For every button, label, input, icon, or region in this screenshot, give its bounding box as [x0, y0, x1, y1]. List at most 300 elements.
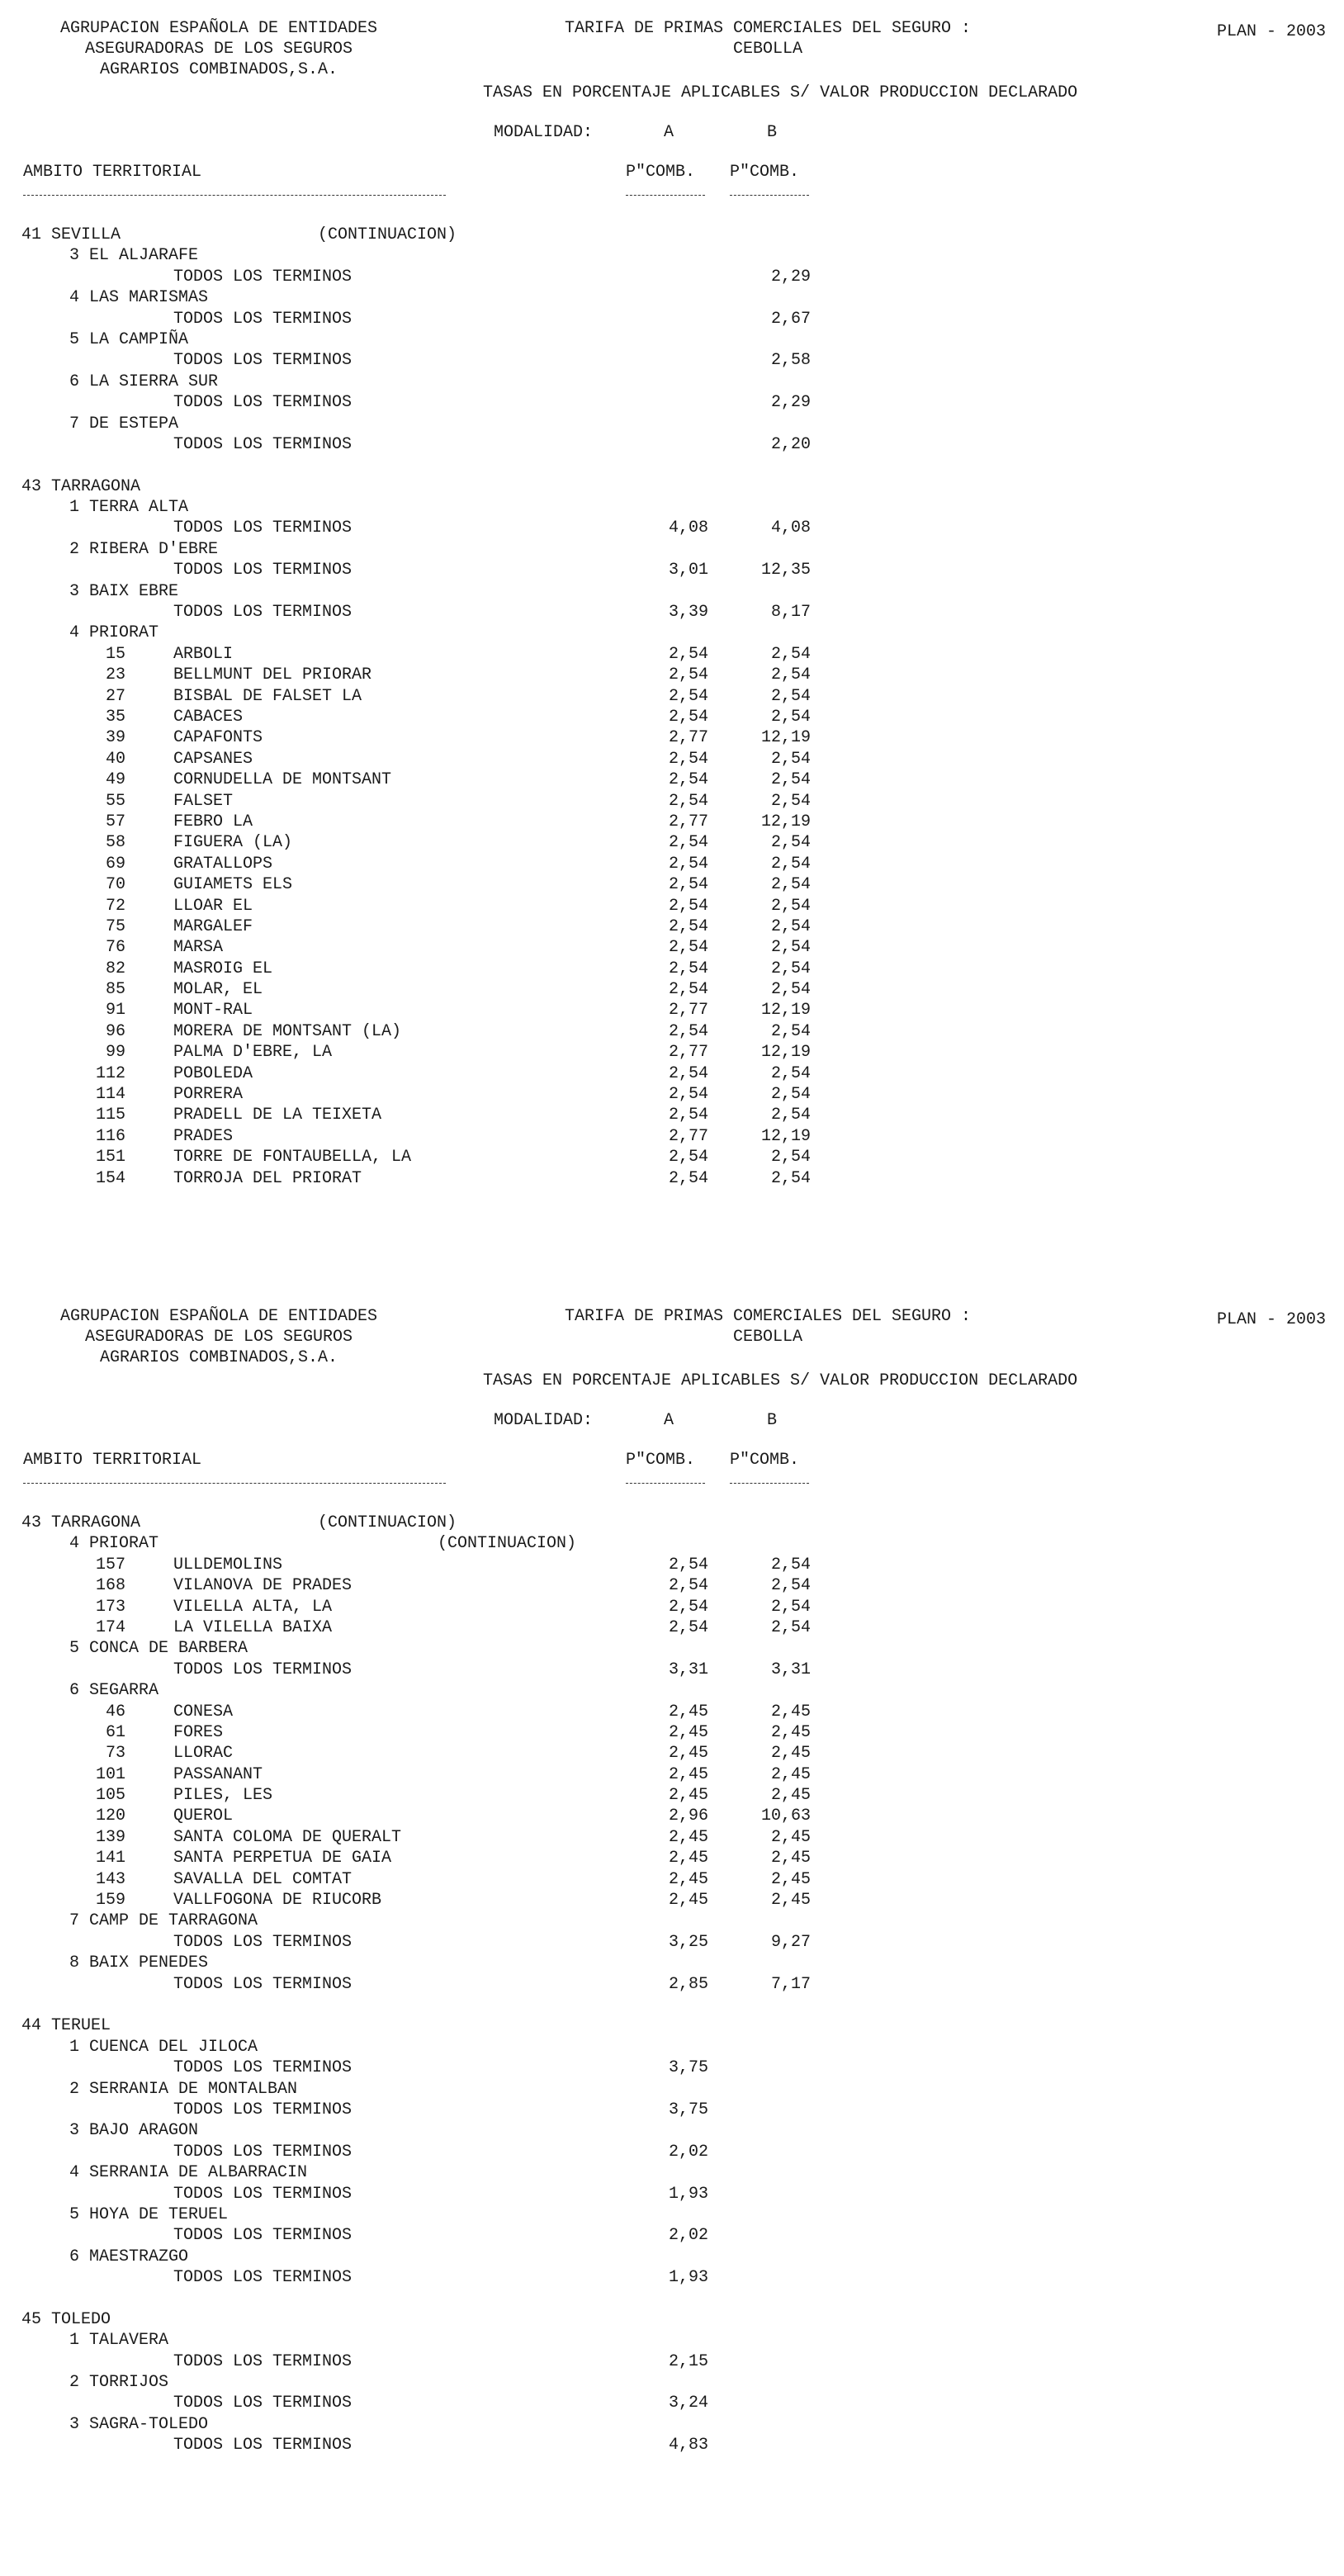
region-name: 6 MAESTRAZGO	[69, 2247, 189, 2266]
municipality-code: 174	[95, 1617, 125, 1637]
mun-row	[0, 979, 1344, 1000]
com-row	[0, 287, 1344, 308]
mun-row	[0, 1890, 1344, 1911]
municipality-name: PASSANANT	[173, 1764, 263, 1784]
municipality-code: 139	[95, 1827, 125, 1847]
com-row	[0, 2330, 1344, 2351]
header-divider	[626, 1483, 705, 1484]
mun-row	[0, 1848, 1344, 1868]
mun-row	[0, 1168, 1344, 1189]
organization-name: AGRUPACION ESPAÑOLA DE ENTIDADES ASEGURADORAS DE LOS SEGUROS AGRARIOS COMBINADOS,S.A.	[59, 1307, 378, 1367]
rate-a: 3,25	[668, 1932, 708, 1952]
rate-a: 2,54	[668, 686, 708, 706]
municipality-code: 76	[105, 938, 125, 958]
rate-a: 3,31	[668, 1660, 708, 1679]
rate-b: 2,54	[770, 980, 811, 1000]
all-terms-label: TODOS LOS TERMINOS	[173, 2142, 353, 2162]
todos-row	[0, 2142, 1344, 2162]
prov-row	[0, 2015, 1344, 2036]
all-terms-label: TODOS LOS TERMINOS	[173, 2100, 353, 2119]
mun-row	[0, 1000, 1344, 1020]
rate-a: 2,54	[668, 854, 708, 874]
com-row	[0, 2079, 1344, 2100]
mun-row	[0, 1597, 1344, 1617]
rate-b: 2,45	[770, 1702, 811, 1721]
com-row	[0, 2247, 1344, 2267]
rate-b: 2,58	[770, 351, 811, 371]
municipality-name: SANTA COLOMA DE QUERALT	[173, 1827, 402, 1847]
region-name: 6 LA SIERRA SUR	[69, 372, 219, 391]
all-terms-label: TODOS LOS TERMINOS	[173, 2268, 353, 2288]
modality-a-header: A	[663, 123, 674, 142]
rate-b: 12,19	[760, 1043, 811, 1063]
region-name: 8 BAIX PENEDES	[69, 1953, 209, 1973]
todos-row	[0, 2351, 1344, 2372]
rate-a: 2,15	[668, 2351, 708, 2371]
mun-row	[0, 791, 1344, 812]
todos-row	[0, 434, 1344, 455]
rate-a: 2,45	[668, 1869, 708, 1889]
rate-b: 2,54	[770, 896, 811, 916]
rate-a: 4,08	[668, 519, 708, 538]
todos-row	[0, 2225, 1344, 2246]
rate-a: 2,02	[668, 2142, 708, 2162]
all-terms-label: TODOS LOS TERMINOS	[173, 267, 353, 286]
mun-row	[0, 749, 1344, 769]
rate-b: 2,67	[770, 309, 811, 329]
region-name: 3 SAGRA-TOLEDO	[69, 2414, 209, 2434]
rate-a: 2,54	[668, 959, 708, 978]
rate-b: 2,54	[770, 665, 811, 685]
all-terms-label: TODOS LOS TERMINOS	[173, 603, 353, 623]
pcomb-b-header: P"COMB.	[730, 163, 800, 182]
rate-a: 3,75	[668, 2100, 708, 2119]
rate-b: 12,19	[760, 1126, 811, 1146]
municipality-code: 157	[95, 1555, 125, 1574]
rate-a: 2,54	[668, 1597, 708, 1617]
province-name: 43 TARRAGONA	[21, 1513, 141, 1532]
tariff-rows	[0, 1513, 1344, 2456]
region-name: 2 TORRIJOS	[69, 2373, 169, 2393]
all-terms-label: TODOS LOS TERMINOS	[173, 309, 353, 329]
rate-b: 2,54	[770, 1617, 811, 1637]
com-row	[0, 2162, 1344, 2183]
municipality-name: BISBAL DE FALSET LA	[173, 686, 362, 706]
todos-row	[0, 2267, 1344, 2288]
municipality-code: 49	[105, 770, 125, 790]
tariff-page-2	[0, 1288, 1344, 2576]
mun-row	[0, 1126, 1344, 1147]
rate-a: 2,54	[668, 1063, 708, 1083]
municipality-name: TORROJA DEL PRIORAT	[173, 1168, 362, 1188]
all-terms-label: TODOS LOS TERMINOS	[173, 434, 353, 454]
rate-a: 2,54	[668, 916, 708, 936]
rate-a: 2,77	[668, 1126, 708, 1146]
continuation-label: (CONTINUACION)	[318, 1513, 457, 1532]
municipality-code: 99	[105, 1043, 125, 1063]
rate-b: 2,45	[770, 1786, 811, 1806]
rate-b: 12,19	[760, 812, 811, 831]
municipality-name: GUIAMETS ELS	[173, 875, 293, 895]
rate-a: 2,45	[668, 1786, 708, 1806]
region-name: 5 CONCA DE BARBERA	[69, 1639, 248, 1659]
rate-a: 2,54	[668, 1021, 708, 1041]
rate-a: 2,54	[668, 791, 708, 811]
municipality-name: FIGUERA (LA)	[173, 833, 293, 853]
todos-row	[0, 602, 1344, 623]
rate-a: 2,54	[668, 980, 708, 1000]
municipality-code: 23	[105, 665, 125, 685]
rate-b: 7,17	[770, 1974, 811, 1994]
mun-row	[0, 1702, 1344, 1722]
rate-a: 2,77	[668, 728, 708, 748]
municipality-code: 55	[105, 791, 125, 811]
municipality-name: LLORAC	[173, 1744, 234, 1764]
municipality-name: ARBOLI	[173, 644, 234, 664]
rate-a: 2,54	[668, 749, 708, 769]
todos-row	[0, 2100, 1344, 2120]
region-name: 4 PRIORAT	[69, 623, 159, 643]
municipality-code: 154	[95, 1168, 125, 1188]
rate-b: 2,54	[770, 938, 811, 958]
municipality-name: PILES, LES	[173, 1786, 273, 1806]
all-terms-label: TODOS LOS TERMINOS	[173, 2351, 353, 2371]
todos-row	[0, 309, 1344, 329]
rate-a: 2,54	[668, 1085, 708, 1105]
region-name: 4 SERRANIA DE ALBARRACIN	[69, 2163, 308, 2183]
rate-a: 2,02	[668, 2226, 708, 2246]
modality-label: MODALIDAD:	[494, 123, 594, 142]
mun-row	[0, 1722, 1344, 1743]
region-name: 1 TERRA ALTA	[69, 498, 189, 518]
header-divider	[626, 195, 705, 196]
municipality-code: 40	[105, 749, 125, 769]
plan-label: PLAN - 2003	[1216, 22, 1326, 41]
all-terms-label: TODOS LOS TERMINOS	[173, 1974, 353, 1994]
rate-b: 9,27	[770, 1932, 811, 1952]
modality-a-header: A	[663, 1411, 674, 1430]
rate-a: 2,54	[668, 1148, 708, 1167]
com-row	[0, 329, 1344, 350]
region-name: 3 BAIX EBRE	[69, 581, 179, 601]
rate-b: 10,63	[760, 1807, 811, 1826]
blank-row	[0, 2288, 1344, 2308]
rate-a: 2,45	[668, 1891, 708, 1911]
com-row	[0, 245, 1344, 266]
rate-a: 2,54	[668, 707, 708, 727]
mun-row	[0, 896, 1344, 916]
rate-b: 2,54	[770, 707, 811, 727]
rate-a: 2,54	[668, 1555, 708, 1574]
rate-b: 3,31	[770, 1660, 811, 1679]
municipality-code: 114	[95, 1085, 125, 1105]
com-row	[0, 1638, 1344, 1659]
all-terms-label: TODOS LOS TERMINOS	[173, 2226, 353, 2246]
mun-row	[0, 1084, 1344, 1105]
municipality-name: MARGALEF	[173, 916, 253, 936]
rate-b: 2,54	[770, 833, 811, 853]
mun-row	[0, 1575, 1344, 1596]
prov-row	[0, 225, 1344, 245]
com-row	[0, 1953, 1344, 1973]
rate-a: 2,54	[668, 833, 708, 853]
municipality-name: SANTA PERPETUA DE GAIA	[173, 1849, 392, 1868]
region-name: 5 LA CAMPIÑA	[69, 329, 189, 349]
municipality-name: BELLMUNT DEL PRIORAR	[173, 665, 372, 685]
rate-b: 2,45	[770, 1722, 811, 1742]
municipality-code: 141	[95, 1849, 125, 1868]
rate-b: 2,29	[770, 267, 811, 286]
rate-b: 2,45	[770, 1869, 811, 1889]
com-row	[0, 539, 1344, 560]
region-name: 7 CAMP DE TARRAGONA	[69, 1911, 258, 1931]
rate-a: 3,39	[668, 603, 708, 623]
region-name: 7 DE ESTEPA	[69, 414, 179, 433]
rate-a: 1,93	[668, 2184, 708, 2204]
rate-b: 12,35	[760, 561, 811, 580]
pcomb-a-header: P"COMB.	[626, 163, 696, 182]
all-terms-label: TODOS LOS TERMINOS	[173, 2436, 353, 2455]
todos-row	[0, 1932, 1344, 1953]
header-divider	[730, 1483, 809, 1484]
com-row	[0, 497, 1344, 518]
rate-b: 12,19	[760, 1001, 811, 1020]
all-terms-label: TODOS LOS TERMINOS	[173, 1660, 353, 1679]
all-terms-label: TODOS LOS TERMINOS	[173, 2394, 353, 2413]
municipality-code: 58	[105, 833, 125, 853]
rate-b: 2,54	[770, 1148, 811, 1167]
municipality-name: FORES	[173, 1722, 224, 1742]
document-title: TARIFA DE PRIMAS COMERCIALES DEL SEGURO : CEBOLLA	[564, 1307, 972, 1347]
rate-b: 2,45	[770, 1744, 811, 1764]
municipality-name: PORRERA	[173, 1085, 244, 1105]
municipality-name: FEBRO LA	[173, 812, 253, 831]
municipality-code: 57	[105, 812, 125, 831]
mun-row	[0, 1147, 1344, 1167]
municipality-name: VILANOVA DE PRADES	[173, 1576, 353, 1596]
tariff-rows	[0, 225, 1344, 1189]
municipality-code: 143	[95, 1869, 125, 1889]
rate-a: 2,54	[668, 896, 708, 916]
mun-row	[0, 832, 1344, 853]
rate-b: 2,29	[770, 393, 811, 413]
mun-row	[0, 644, 1344, 665]
mun-row	[0, 812, 1344, 832]
todos-row	[0, 267, 1344, 287]
rate-b: 2,54	[770, 959, 811, 978]
rate-a: 2,85	[668, 1974, 708, 1994]
com-row	[0, 2414, 1344, 2435]
region-name: 2 SERRANIA DE MONTALBAN	[69, 2079, 298, 2099]
municipality-name: QUEROL	[173, 1807, 234, 1826]
pcomb-b-header: P"COMB.	[730, 1451, 800, 1470]
rates-description: TASAS EN PORCENTAJE APLICABLES S/ VALOR PRODUCCION DECLARADO	[483, 1371, 1078, 1390]
com-row	[0, 1533, 1344, 1554]
todos-row	[0, 2057, 1344, 2078]
mun-row	[0, 874, 1344, 895]
todos-row	[0, 2393, 1344, 2413]
region-name: 5 HOYA DE TERUEL	[69, 2204, 229, 2224]
region-name: 3 EL ALJARAFE	[69, 246, 199, 266]
all-terms-label: TODOS LOS TERMINOS	[173, 2058, 353, 2078]
header-divider	[23, 1483, 446, 1484]
municipality-name: POBOLEDA	[173, 1063, 253, 1083]
municipality-name: MARSA	[173, 938, 224, 958]
todos-row	[0, 2435, 1344, 2455]
municipality-name: CONESA	[173, 1702, 234, 1721]
rate-b: 2,54	[770, 875, 811, 895]
municipality-code: 27	[105, 686, 125, 706]
all-terms-label: TODOS LOS TERMINOS	[173, 561, 353, 580]
rate-a: 2,45	[668, 1827, 708, 1847]
municipality-name: VILELLA ALTA, LA	[173, 1597, 333, 1617]
municipality-code: 173	[95, 1597, 125, 1617]
rate-b: 2,54	[770, 1168, 811, 1188]
todos-row	[0, 2184, 1344, 2204]
com-row	[0, 372, 1344, 392]
mun-row	[0, 1743, 1344, 1764]
rate-b: 2,54	[770, 854, 811, 874]
municipality-name: PRADELL DE LA TEIXETA	[173, 1106, 382, 1125]
rate-a: 2,77	[668, 1043, 708, 1063]
municipality-name: CAPSANES	[173, 749, 253, 769]
rate-a: 2,77	[668, 812, 708, 831]
todos-row	[0, 518, 1344, 538]
mun-row	[0, 1617, 1344, 1638]
mun-row	[0, 707, 1344, 727]
municipality-name: MORERA DE MONTSANT (LA)	[173, 1021, 402, 1041]
region-name: 3 BAJO ARAGON	[69, 2121, 199, 2141]
all-terms-label: TODOS LOS TERMINOS	[173, 1932, 353, 1952]
modality-label: MODALIDAD:	[494, 1411, 594, 1430]
municipality-code: 101	[95, 1764, 125, 1784]
mun-row	[0, 1105, 1344, 1125]
prov-row	[0, 2309, 1344, 2330]
rate-a: 2,54	[668, 665, 708, 685]
document-title: TARIFA DE PRIMAS COMERCIALES DEL SEGURO : CEBOLLA	[564, 19, 972, 59]
municipality-name: PALMA D'EBRE, LA	[173, 1043, 333, 1063]
mun-row	[0, 959, 1344, 979]
rate-b: 2,54	[770, 916, 811, 936]
mun-row	[0, 916, 1344, 937]
com-row	[0, 1680, 1344, 1701]
rate-b: 2,54	[770, 1063, 811, 1083]
municipality-code: 91	[105, 1001, 125, 1020]
municipality-code: 61	[105, 1722, 125, 1742]
todos-row	[0, 560, 1344, 580]
com-row	[0, 2120, 1344, 2141]
rate-a: 2,45	[668, 1722, 708, 1742]
rate-a: 2,54	[668, 938, 708, 958]
municipality-name: MONT-RAL	[173, 1001, 253, 1020]
pcomb-a-header: P"COMB.	[626, 1451, 696, 1470]
municipality-name: CAPAFONTS	[173, 728, 263, 748]
municipality-code: 69	[105, 854, 125, 874]
municipality-code: 82	[105, 959, 125, 978]
territorial-scope-header: AMBITO TERRITORIAL	[23, 1451, 202, 1470]
all-terms-label: TODOS LOS TERMINOS	[173, 351, 353, 371]
region-name: 4 PRIORAT	[69, 1534, 159, 1554]
mun-row	[0, 1785, 1344, 1806]
rate-a: 2,54	[668, 1106, 708, 1125]
municipality-name: LLOAR EL	[173, 896, 253, 916]
rate-a: 3,01	[668, 561, 708, 580]
province-name: 41 SEVILLA	[21, 225, 121, 244]
territorial-scope-header: AMBITO TERRITORIAL	[23, 163, 202, 182]
mun-row	[0, 1063, 1344, 1084]
modality-b-header: B	[766, 1411, 777, 1430]
rate-a: 2,45	[668, 1702, 708, 1721]
municipality-code: 105	[95, 1786, 125, 1806]
rate-a: 2,45	[668, 1849, 708, 1868]
municipality-code: 73	[105, 1744, 125, 1764]
todos-row	[0, 1974, 1344, 1995]
rate-a: 4,83	[668, 2436, 708, 2455]
prov-row	[0, 476, 1344, 497]
rate-b: 8,17	[770, 603, 811, 623]
province-name: 43 TARRAGONA	[21, 476, 141, 496]
com-row	[0, 581, 1344, 602]
todos-row	[0, 350, 1344, 371]
rate-a: 3,24	[668, 2394, 708, 2413]
continuation-label: (CONTINUACION)	[318, 225, 457, 244]
municipality-name: MASROIG EL	[173, 959, 273, 978]
mun-row	[0, 1764, 1344, 1785]
municipality-code: 85	[105, 980, 125, 1000]
com-row	[0, 1911, 1344, 1931]
rate-b: 2,54	[770, 686, 811, 706]
com-row	[0, 2372, 1344, 2393]
rate-a: 2,77	[668, 1001, 708, 1020]
com-row	[0, 2037, 1344, 2057]
rate-b: 2,45	[770, 1891, 811, 1911]
rate-b: 4,08	[770, 519, 811, 538]
municipality-code: 151	[95, 1148, 125, 1167]
rate-a: 2,96	[668, 1807, 708, 1826]
rate-b: 2,54	[770, 1576, 811, 1596]
all-terms-label: TODOS LOS TERMINOS	[173, 519, 353, 538]
municipality-name: LA VILELLA BAIXA	[173, 1617, 333, 1637]
rate-b: 2,54	[770, 791, 811, 811]
municipality-name: MOLAR, EL	[173, 980, 263, 1000]
rate-a: 2,45	[668, 1764, 708, 1784]
com-row	[0, 2204, 1344, 2225]
mun-row	[0, 1555, 1344, 1575]
municipality-name: VALLFOGONA DE RIUCORB	[173, 1891, 382, 1911]
com-row	[0, 414, 1344, 434]
rate-a: 2,54	[668, 1617, 708, 1637]
municipality-code: 96	[105, 1021, 125, 1041]
rate-b: 2,54	[770, 1085, 811, 1105]
municipality-code: 39	[105, 728, 125, 748]
mun-row	[0, 1827, 1344, 1848]
rate-b: 2,54	[770, 1597, 811, 1617]
mun-row	[0, 1869, 1344, 1890]
rate-a: 2,54	[668, 644, 708, 664]
rate-b: 2,54	[770, 770, 811, 790]
blank-row	[0, 455, 1344, 476]
municipality-name: CORNUDELLA DE MONTSANT	[173, 770, 392, 790]
all-terms-label: TODOS LOS TERMINOS	[173, 2184, 353, 2204]
modality-b-header: B	[766, 123, 777, 142]
mun-row	[0, 854, 1344, 874]
header-divider	[730, 195, 809, 196]
municipality-code: 75	[105, 916, 125, 936]
rates-description: TASAS EN PORCENTAJE APLICABLES S/ VALOR PRODUCCION DECLARADO	[483, 83, 1078, 102]
mun-row	[0, 937, 1344, 958]
municipality-code: 46	[105, 1702, 125, 1721]
province-name: 45 TOLEDO	[21, 2309, 111, 2329]
